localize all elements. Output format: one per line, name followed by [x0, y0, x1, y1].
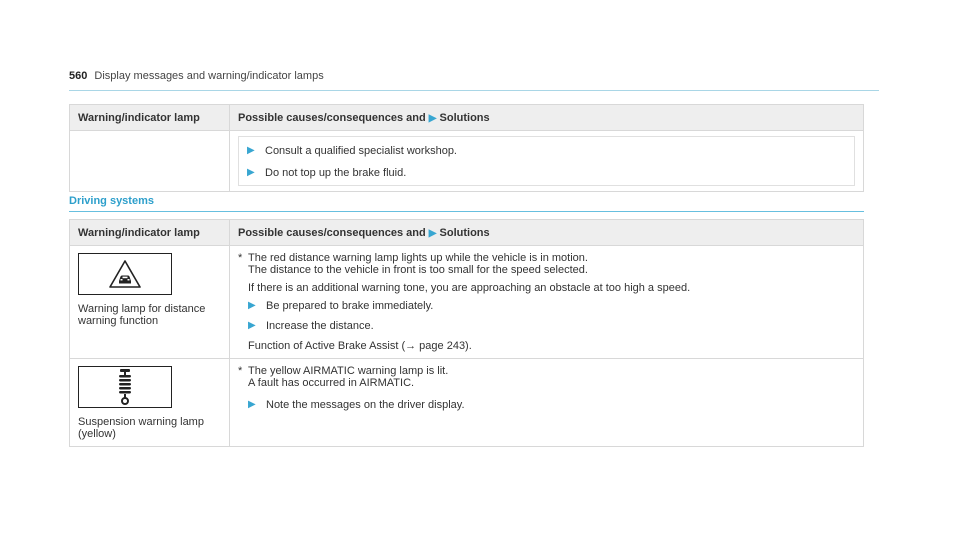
table-header-lamp: Warning/indicator lamp — [70, 105, 230, 131]
lamp-label: warning function — [78, 315, 159, 327]
arrow-icon: ▶ — [428, 228, 437, 239]
arrow-icon: ▶ — [428, 113, 437, 124]
page-header — [69, 70, 879, 91]
list-item — [247, 167, 846, 179]
lamp-label: Suspension warning lamp — [78, 416, 204, 428]
lamp-cell — [70, 246, 230, 359]
cross-reference — [248, 340, 855, 352]
page-number: 560 — [69, 70, 88, 82]
availability-star: * — [238, 252, 243, 264]
lamp-cell — [70, 359, 230, 447]
bullet-text: Be prepared to brake immediately. — [266, 300, 434, 312]
bullet-text: Do not top up the brake fluid. — [265, 167, 407, 179]
header-solutions-text: Solutions — [439, 112, 490, 124]
list-item — [238, 399, 855, 411]
table-header-causes — [230, 220, 864, 246]
table-cell-solutions — [230, 131, 864, 192]
table-row — [70, 246, 864, 359]
ref-suffix: page 243). — [416, 340, 472, 352]
arrow-icon: ▶ — [248, 320, 256, 331]
table-top — [69, 104, 864, 192]
cause-line: The distance to the vehicle in front is too small for the speed selected. — [248, 264, 588, 276]
header-solutions-text: Solutions — [439, 227, 490, 239]
cause-text — [238, 252, 855, 276]
causes-cell — [230, 246, 864, 359]
availability-star: * — [238, 365, 243, 377]
list-item — [238, 300, 855, 312]
cause-text — [238, 365, 855, 389]
bullet-text: Increase the distance. — [266, 320, 374, 332]
header-causes-text: Possible causes/consequences and — [238, 112, 426, 124]
lamp-label: Warning lamp for distance — [78, 303, 206, 315]
solutions-box — [238, 136, 855, 186]
arrow-icon: ▶ — [247, 145, 255, 156]
list-item — [247, 145, 846, 157]
table-header-lamp: Warning/indicator lamp — [70, 220, 230, 246]
table-driving-systems — [69, 219, 864, 447]
lamp-label: (yellow) — [78, 428, 116, 440]
table-row — [70, 359, 864, 447]
bullet-text: Consult a qualified specialist workshop. — [265, 145, 457, 157]
cause-line: If there is an additional warning tone, you are approaching an obstacle at too high a speed. — [248, 282, 691, 294]
list-item — [238, 320, 855, 332]
header-causes-text: Possible causes/consequences and — [238, 227, 426, 239]
bullet-text: Note the messages on the driver display. — [266, 399, 465, 411]
cause-line: The yellow AIRMATIC warning lamp is lit. — [248, 365, 449, 377]
section-title: Driving systems — [69, 195, 864, 212]
ref-arrow-icon: → — [405, 340, 417, 352]
ref-prefix: Function of Active Brake Assist ( — [248, 340, 406, 352]
arrow-icon: ▶ — [248, 300, 256, 311]
table-cell-empty — [70, 131, 230, 192]
distance-warning-icon — [78, 253, 172, 295]
arrow-icon: ▶ — [247, 167, 255, 178]
suspension-icon — [78, 366, 172, 408]
cause-line: The red distance warning lamp lights up while the vehicle is in motion. — [248, 252, 588, 264]
page-title: Display messages and warning/indicator lamps — [94, 70, 324, 82]
causes-cell — [230, 359, 864, 447]
cause-line: A fault has occurred in AIRMATIC. — [248, 377, 415, 389]
table-header-causes — [230, 105, 864, 131]
arrow-icon: ▶ — [248, 399, 256, 410]
